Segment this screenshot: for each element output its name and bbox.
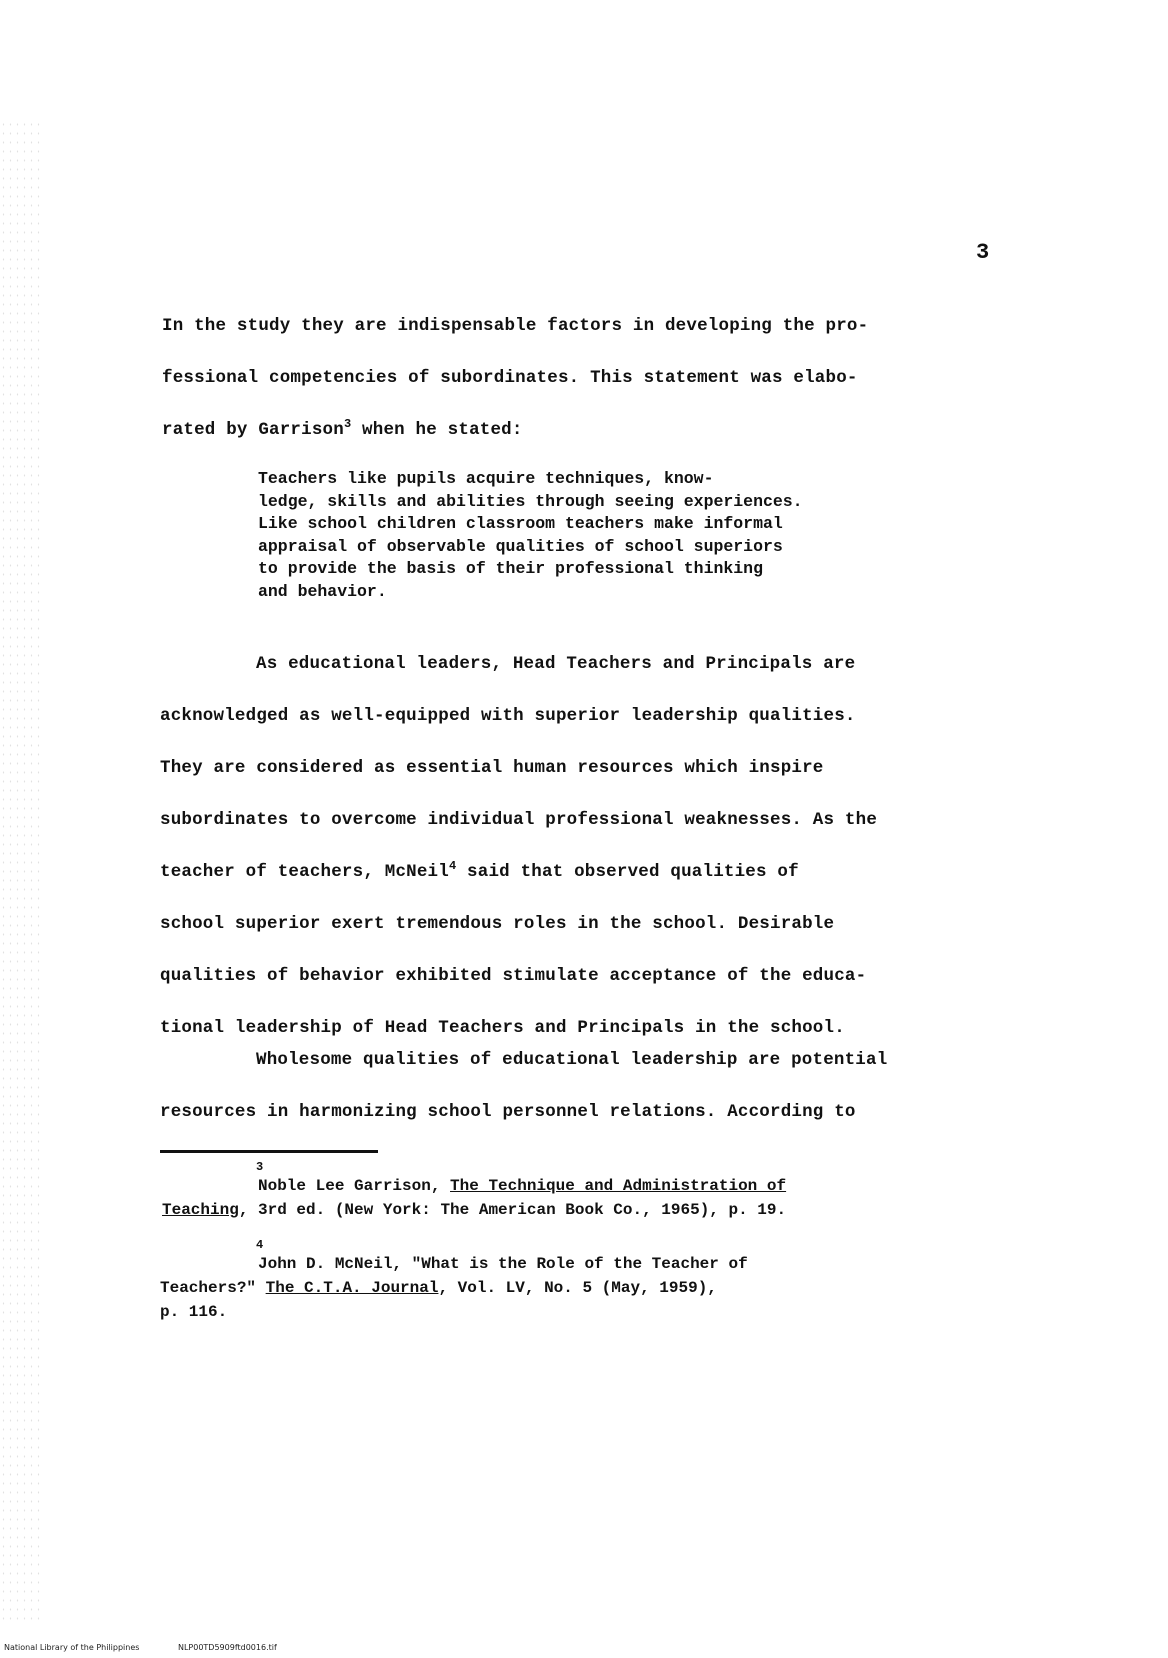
quote-line: and behavior. bbox=[258, 581, 387, 601]
text-line: They are considered as essential human resources which inspire bbox=[160, 758, 824, 778]
footnote-line: p. 116. bbox=[160, 1303, 228, 1321]
footnote-number: 4 bbox=[256, 1238, 264, 1252]
footer-file: NLP00TD5909ftd0016.tif bbox=[177, 1643, 277, 1652]
text-line: As educational leaders, Head Teachers and Principals are bbox=[256, 654, 856, 674]
text-line: fessional competencies of subordinates. This statement was elabo- bbox=[162, 368, 858, 388]
text-line: acknowledged as well-equipped with superior leadership qualities. bbox=[160, 706, 856, 726]
intro-paragraph bbox=[162, 300, 868, 456]
footnote-citation: , 3rd ed. (New York: The American Book Co., 1965), p. 19. bbox=[238, 1201, 787, 1219]
page-number: 3 bbox=[976, 240, 990, 265]
footnote-reference: 4 bbox=[448, 859, 457, 874]
text-fragment: when he stated: bbox=[351, 420, 523, 440]
footnote-citation: , Vol. LV, No. 5 (May, 1959), bbox=[438, 1279, 717, 1297]
footnote-line: John D. McNeil, "What is the Role of the Teacher of bbox=[258, 1255, 748, 1273]
footnote-line bbox=[160, 1276, 748, 1300]
paragraph-2 bbox=[160, 638, 877, 1054]
footnote-3 bbox=[162, 1160, 786, 1222]
text-line bbox=[160, 846, 877, 898]
quote-line: Like school children classroom teachers make informal bbox=[258, 514, 783, 533]
footnote-line bbox=[162, 1174, 786, 1198]
quote-line: to provide the basis of their professional thinking bbox=[258, 559, 763, 578]
footnote-title: The Technique and Administration of bbox=[450, 1177, 787, 1195]
text-line: school superior exert tremendous roles in the school. Desirable bbox=[160, 914, 835, 934]
paragraph-3 bbox=[160, 1034, 887, 1138]
footnote-journal: The C.T.A. Journal bbox=[265, 1279, 439, 1297]
text-line: tional leadership of Head Teachers and Principals in the school. bbox=[160, 1018, 845, 1038]
text-line: resources in harmonizing school personnel relations. According to bbox=[160, 1102, 856, 1122]
quote-line: ledge, skills and abilities through seeing experiences. bbox=[258, 491, 803, 511]
footnote-reference: 3 bbox=[343, 417, 352, 432]
text-line: Wholesome qualities of educational leadership are potential bbox=[256, 1050, 888, 1070]
footnote-number: 3 bbox=[256, 1160, 264, 1174]
text-fragment: rated by Garrison bbox=[162, 420, 344, 440]
footnote-author: Noble Lee Garrison, bbox=[258, 1177, 451, 1195]
scan-footer bbox=[4, 1643, 313, 1652]
footer-source: National Library of the Philippines bbox=[4, 1643, 140, 1652]
footnote-line bbox=[162, 1198, 786, 1222]
text-fragment: said that observed qualities of bbox=[456, 862, 799, 882]
quote-line: Teachers like pupils acquire techniques, know- bbox=[258, 469, 714, 488]
footnote-4 bbox=[160, 1238, 748, 1324]
quote-line: appraisal of observable qualities of school superiors bbox=[258, 536, 783, 556]
footnote-rule bbox=[160, 1150, 378, 1153]
text-line: subordinates to overcome individual professional weaknesses. As the bbox=[160, 810, 878, 830]
footnote-title: Teaching bbox=[162, 1201, 239, 1219]
text-fragment: teacher of teachers, McNeil bbox=[160, 862, 449, 882]
text-line: In the study they are indispensable factors in developing the pro- bbox=[162, 316, 869, 336]
text-line: qualities of behavior exhibited stimulate acceptance of the educa- bbox=[160, 966, 867, 986]
block-quote bbox=[258, 468, 803, 603]
footnote-title: Teachers?" bbox=[160, 1279, 266, 1297]
scan-edge-noise bbox=[0, 120, 40, 1620]
text-line bbox=[162, 404, 868, 456]
